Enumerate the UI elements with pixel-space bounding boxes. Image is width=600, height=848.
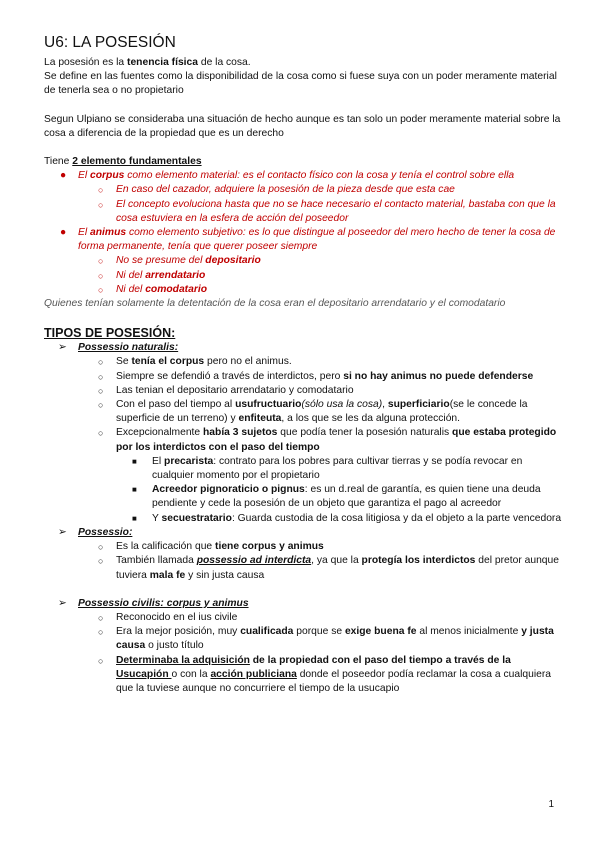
section-possessio: ➢ Possessio:: [44, 526, 564, 540]
intro-line-1: La posesión es la tenencia física de la cosa.: [44, 57, 251, 68]
circle-bullet-icon: ○: [98, 371, 104, 382]
page-number: 1: [548, 799, 554, 810]
document-page: [44, 34, 564, 696]
circle-bullet-icon: ○: [98, 612, 104, 623]
list-item: ● El animus como elemento subjetivo: es lo que distingue al poseedor del mero hecho de tener la cosa de forma permanente, tenía que querer poseer siempre: [60, 227, 556, 253]
circle-bullet-icon: ○: [98, 284, 104, 295]
list-item: ○ Las tenian el depositario arrendatario y comodatario: [44, 384, 564, 398]
list-item: ○ Era la mejor posición, muy cualificada porque se exige buena fe al menos inicialmente y justa causa o justo título: [98, 626, 554, 652]
intro-line-2: Se define en las fuentes como la disponibilidad de la cosa como si fuese suya con un poder meramente material de tenerla sea o no propietario: [44, 71, 557, 97]
tipos-heading: TIPOS DE POSESIÓN:: [44, 326, 176, 341]
note: Quienes tenían solamente la detentación de la cosa eran el depositario arrendatario y el comodatario: [44, 298, 506, 310]
arrow-icon: ➢: [58, 342, 67, 354]
circle-bullet-icon: ○: [98, 256, 104, 267]
arrow-icon: ➢: [58, 597, 67, 609]
list-item: ○ Ni del arrendatario: [44, 269, 564, 283]
tipos-list: [44, 341, 564, 582]
bullet-icon: ●: [60, 227, 67, 239]
circle-bullet-icon: ○: [98, 357, 104, 368]
page-title: U6: LA POSESIÓN: [44, 34, 176, 51]
list-item: ○ También llamada possessio ad interdicta, ya que la protegía los interdictos del pretor aunque tuviera mala fe y sin justa causa: [98, 555, 559, 581]
arrow-icon: ➢: [58, 526, 67, 538]
circle-bullet-icon: ○: [98, 627, 104, 638]
bullet-icon: ●: [60, 170, 67, 182]
circle-bullet-icon: ○: [98, 542, 104, 553]
square-bullet-icon: ■: [132, 513, 137, 523]
square-bullet-icon: ■: [132, 456, 137, 466]
square-bullet-icon: ■: [132, 485, 137, 495]
circle-bullet-icon: ○: [98, 400, 104, 411]
circle-bullet-icon: ○: [98, 185, 104, 196]
circle-bullet-icon: ○: [98, 655, 104, 666]
circle-bullet-icon: ○: [98, 428, 104, 439]
section-naturalis: ➢ Possessio naturalis:: [44, 341, 564, 355]
list-item: ○ Ni del comodatario: [44, 283, 564, 297]
list-item: ○ Excepcionalmente había 3 sujetos que podía tener la posesión naturalis que estaba protegido por los interdictos con el paso del tiempo: [98, 427, 557, 453]
list-item: ○ Reconocido en el ius civile: [44, 611, 564, 625]
list-item: ○ En caso del cazador, adquiere la posesión de la pieza desde que esta cae: [44, 183, 564, 197]
list-item: ■ Acreedor pignoraticio o pignus: es un d.real de garantía, es quien tiene una deuda pendiente y cede la posesión de un objeto que garantiza el pago al acreedor: [132, 484, 541, 510]
list-item: ■ Y secuestratario: Guarda custodia de la cosa litigiosa y da el objeto a la parte vencedora: [44, 512, 564, 526]
list-item: ○ Se tenía el corpus pero no el animus.: [44, 355, 564, 369]
intro-line-3: Segun Ulpiano se consideraba una situación de hecho aunque es tan solo un poder meramente material sobre la cosa a diferencia de la propiedad que es un derecho: [44, 113, 561, 139]
list-item: ○ Con el paso del tiempo al usufructuario(sólo usa la cosa), superficiario(se le concede la superficie de un terreno) y enfiteuta, a los que se les da alguna protección.: [98, 399, 528, 425]
circle-bullet-icon: ○: [98, 385, 104, 396]
list-item: ● El corpus como elemento material: es el contacto físico con la cosa y tenía el control sobre ella: [44, 169, 564, 183]
list-item: ■ El precarista: contrato para los pobres para cultivar tierras y se podía revocar en cualquier momento por el propietario: [132, 455, 523, 482]
list-item: ○ Siempre se defendió a través de interdictos, pero si no hay animus no puede defenderse: [44, 370, 564, 384]
circle-bullet-icon: ○: [98, 270, 104, 281]
tipos-list-2: [44, 597, 564, 696]
elements-lead: Tiene 2 elemento fundamentales: [44, 156, 202, 168]
list-item: ○ El concepto evoluciona hasta que no se hace necesario el contacto material, bastaba con que la cosa estuviera en la esfera de acción del poseedor: [98, 198, 556, 224]
list-item: ○ Determinaba la adquisición de la propiedad con el paso del tiempo a través de la Usucapión o con la acción publiciana donde el poseedor podía reclamar la cosa a cualquiera que la tuviese aunque no concurriere el tiempo de la usucapio: [98, 654, 551, 694]
elements-list: [44, 169, 564, 297]
list-item: ○ Es la calificación que tiene corpus y animus: [44, 540, 564, 554]
circle-bullet-icon: ○: [98, 556, 104, 567]
section-civilis: ➢ Possessio civilis: corpus y animus: [44, 597, 564, 611]
list-item: ○ No se presume del depositario: [44, 254, 564, 268]
circle-bullet-icon: ○: [98, 199, 104, 210]
